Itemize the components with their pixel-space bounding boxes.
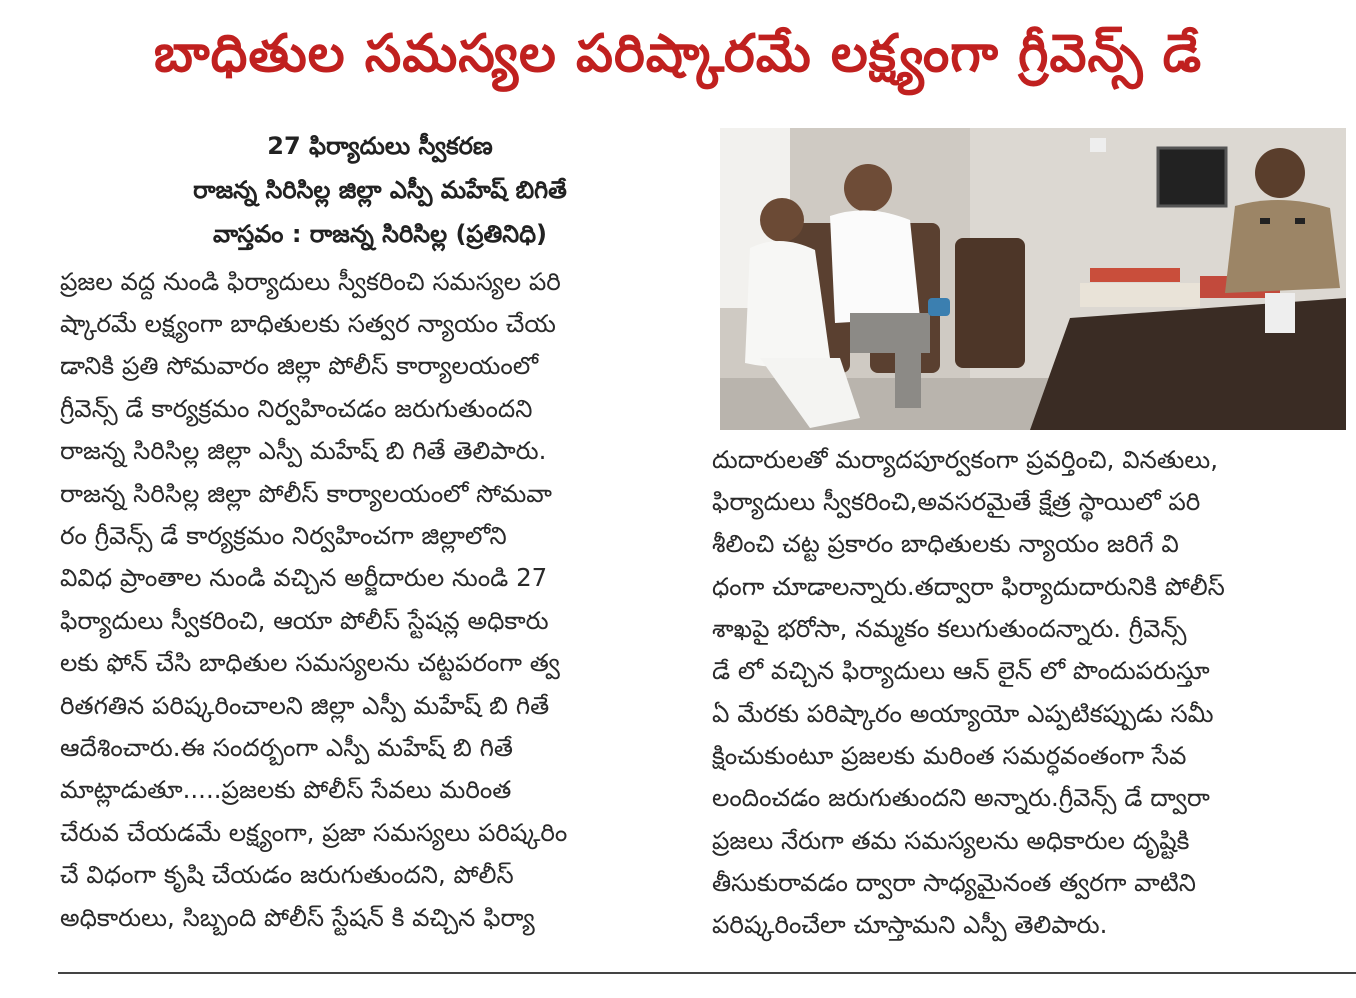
body-line: మాట్లాడుతూ.....ప్రజలకు పోలీస్ సేవలు మరింత [60,775,512,804]
body-line: రితగతిన పరిష్కరించాలని జిల్లా ఎస్పీ మహేష్ బి గితే [60,691,550,720]
body-line: రం గ్రీవెన్స్ డే కార్యక్రమం నిర్వహించగా జిల్లాలోని [60,521,507,550]
body-line: ప్రజల వద్ద నుండి ఫిర్యాదులు స్వీకరించి సమస్యల పరి [60,267,561,296]
body-line: ఫిర్యాదులు స్వీకరించి, ఆయా పోలీస్ స్టేషన్ల అధికారు [60,606,549,635]
body-line: పరిష్కరించేలా చూస్తామని ఎస్పీ తెలిపారు. [712,910,1108,939]
news-photo-illustration [720,128,1346,430]
body-line: వివిధ ప్రాంతాల నుండి వచ్చిన అర్జీదారుల నుండి 27 [60,563,548,592]
subheading-complaints-count: 27 ఫిర్యాదులు స్వీకరణ [267,132,493,160]
body-line: ధంగా చూడాలన్నారు.తద్వారా ఫిర్యాదుదారునికి పోలీస్ [712,572,1225,601]
body-line: శాఖపై భరోసా, నమ్మకం కలుగుతుందన్నారు. గ్రీవెన్స్ [712,614,1187,643]
body-line: ష్కారమే లక్ష్యంగా బాధితులకు సత్వర న్యాయం చేయ [60,309,556,338]
headline: బాధితుల సమస్యల పరిష్కారమే లక్ష్యంగా గ్రీవెన్స్ డే [153,24,1203,84]
body-line: డానికి ప్రతి సోమవారం జిల్లా పోలీస్ కార్యాలయంలో [60,351,539,380]
body-line: రాజన్న సిరిసిల్ల జిల్లా ఎస్పీ మహేష్ బి గితే తెలిపారు. [60,436,547,465]
body-line: ఏ మేరకు పరిష్కారం అయ్యాయో ఎప్పటికప్పుడు సమీ [712,699,1214,728]
dateline: వాస్తవం : రాజన్న సిరిసిల్ల (ప్రతినిధి) [212,220,548,248]
body-line: ఆదేశించారు.ఈ సందర్బంగా ఎస్పీ మహేష్ బి గితే [60,733,513,762]
body-line: లందించడం జరుగుతుందని అన్నారు.గ్రీవెన్స్ డే ద్వారా [712,783,1210,812]
body-line: డే లో వచ్చిన ఫిర్యాదులు ఆన్ లైన్ లో పొందుపరుస్తూ [712,656,1210,685]
body-line: ఫిర్యాదులు స్వీకరించి,అవసరమైతే క్షేత్ర స్థాయిలో పరి [712,487,1201,516]
body-line: దుదారులతో మర్యాదపూర్వకంగా ప్రవర్తించి, వినతులు, [712,445,1219,474]
news-photo [720,128,1346,430]
body-line: ప్రజలు నేరుగా తమ సమస్యలను అధికారుల దృష్టికి [712,826,1190,855]
body-line: చేరువ చేయడమే లక్ష్యంగా, ప్రజా సమస్యలు పరిష్కరిం [60,818,568,847]
body-line: గ్రీవెన్స్ డే కార్యక్రమం నిర్వహించడం జరుగుతుందని [60,394,533,423]
bottom-rule [58,972,1356,974]
body-line: క్షించుకుంటూ ప్రజలకు మరింత సమర్ధవంతంగా సేవ [712,741,1187,770]
body-line: రాజన్న సిరిసిల్ల జిల్లా పోలీస్ కార్యాలయంలో సోమవా [60,479,552,508]
body-line: తీసుకురావడం ద్వారా సాధ్యమైనంత త్వరగా వాటిని [712,868,1196,897]
subheading-sp-name: రాజన్న సిరిసిల్ల జిల్లా ఎస్పీ మహేష్ బిగితే [193,176,567,204]
body-line: శీలించి చట్ట ప్రకారం బాధితులకు న్యాయం జరిగే వి [712,529,1179,558]
body-line: చే విధంగా కృషి చేయడం జరుగుతుందని, పోలీస్ [60,860,514,889]
body-line: లకు ఫోన్ చేసి బాధితుల సమస్యలను చట్టపరంగా త్వ [60,648,560,677]
body-line: అధికారులు, సిబ్బంది పోలీస్ స్టేషన్ కి వచ్చిన ఫిర్యా [60,903,535,932]
